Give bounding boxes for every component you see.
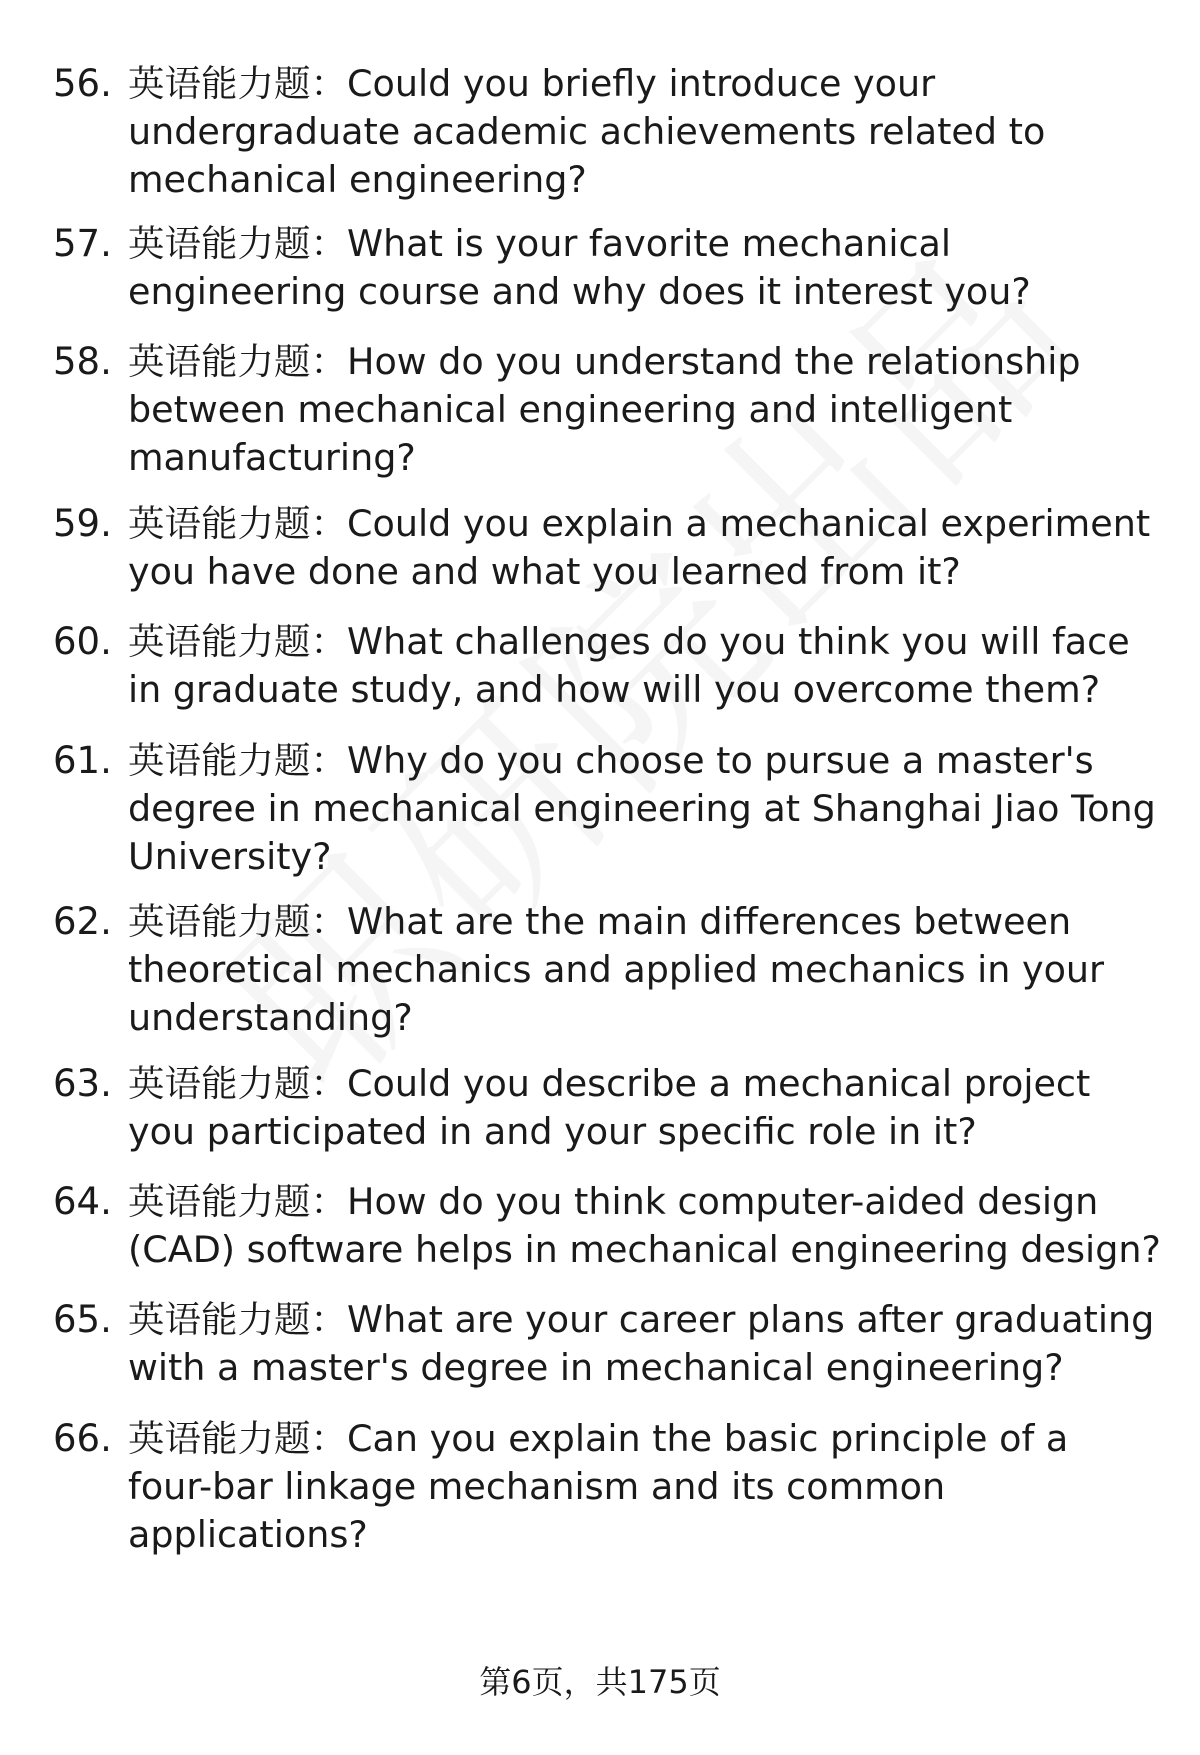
question-text xyxy=(128,618,1163,714)
question-number: 61. xyxy=(53,739,112,782)
question-separator: ： xyxy=(310,1062,347,1105)
question-text xyxy=(128,737,1163,881)
question-number: 63. xyxy=(53,1062,112,1105)
question-separator: ： xyxy=(310,502,347,545)
question-tag: 英语能力题 xyxy=(128,1062,311,1105)
question-number: 59. xyxy=(53,502,112,545)
question-body: What are the main differences between theoretical mechanics and applied mechanics in your understanding? xyxy=(128,900,1105,1039)
question-body: What challenges do you think you will face in graduate study, and how will you overcome them? xyxy=(128,620,1130,711)
question-text xyxy=(128,1415,1163,1559)
question-body: Could you describe a mechanical project you participated in and your specific role in it? xyxy=(128,1062,1091,1153)
question-number: 66. xyxy=(53,1417,112,1460)
question-text xyxy=(128,1296,1163,1392)
question-body: How do you think computer-aided design (CAD) software helps in mechanical engineering design? xyxy=(128,1180,1161,1271)
question-tag: 英语能力题 xyxy=(128,1298,311,1341)
question-body: Could you briefly introduce your undergraduate academic achievements related to mechanical engineering? xyxy=(128,62,1046,201)
question-number: 60. xyxy=(53,620,112,663)
question-tag: 英语能力题 xyxy=(128,1417,311,1460)
question-number: 65. xyxy=(53,1298,112,1341)
question-text xyxy=(128,1178,1163,1274)
question-number: 64. xyxy=(53,1180,112,1223)
question-text xyxy=(128,898,1163,1042)
question-text xyxy=(128,220,1163,316)
question-tag: 英语能力题 xyxy=(128,900,311,943)
question-tag: 英语能力题 xyxy=(128,340,311,383)
question-number: 56. xyxy=(53,62,112,105)
question-separator: ： xyxy=(310,222,347,265)
question-tag: 英语能力题 xyxy=(128,502,311,545)
question-body: What is your favorite mechanical engineering course and why does it interest you? xyxy=(128,222,1031,313)
question-body: What are your career plans after graduating with a master's degree in mechanical engineering? xyxy=(128,1298,1155,1389)
question-separator: ： xyxy=(310,1180,347,1223)
question-number: 62. xyxy=(53,900,112,943)
question-text xyxy=(128,500,1163,596)
question-separator: ： xyxy=(310,900,347,943)
question-tag: 英语能力题 xyxy=(128,620,311,663)
question-separator: ： xyxy=(310,340,347,383)
question-separator: ： xyxy=(310,620,347,663)
question-number: 57. xyxy=(53,222,112,265)
question-separator: ： xyxy=(310,739,347,782)
page-number: 第6页，共175页 xyxy=(479,1663,721,1701)
question-body: Can you explain the basic principle of a four-bar linkage mechanism and its common applications? xyxy=(128,1417,1069,1556)
question-number: 58. xyxy=(53,340,112,383)
question-text xyxy=(128,338,1163,482)
question-text xyxy=(128,60,1163,204)
question-text xyxy=(128,1060,1163,1156)
question-body: Could you explain a mechanical experiment you have done and what you learned from it? xyxy=(128,502,1151,593)
question-body: Why do you choose to pursue a master's degree in mechanical engineering at Shanghai Jiao Tong University? xyxy=(128,739,1156,878)
question-tag: 英语能力题 xyxy=(128,739,311,782)
question-separator: ： xyxy=(310,1417,347,1460)
page-footer xyxy=(0,1660,1200,1704)
question-body: How do you understand the relationship between mechanical engineering and intelligent manufacturing? xyxy=(128,340,1081,479)
question-separator: ： xyxy=(310,62,347,105)
question-tag: 英语能力题 xyxy=(128,62,311,105)
question-tag: 英语能力题 xyxy=(128,222,311,265)
question-tag: 英语能力题 xyxy=(128,1180,311,1223)
question-separator: ： xyxy=(310,1298,347,1341)
